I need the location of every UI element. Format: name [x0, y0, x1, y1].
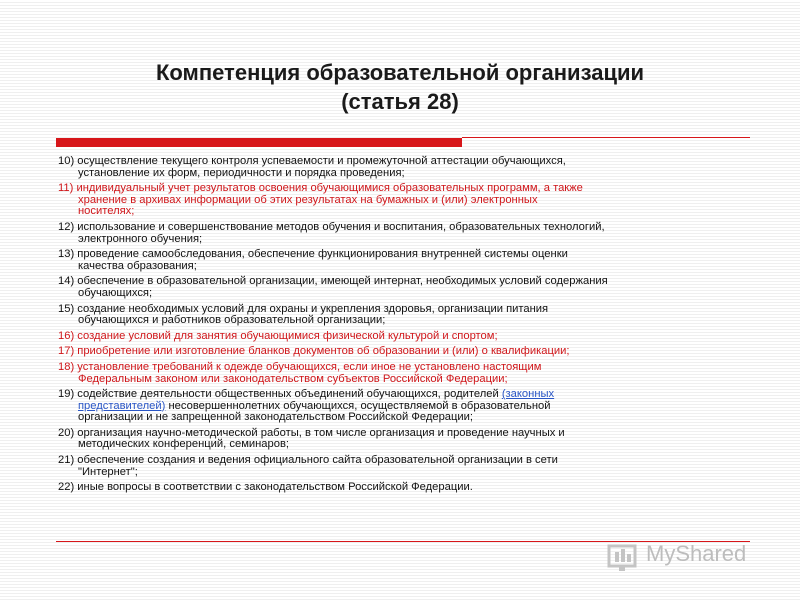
- item-text: несовершеннолетних обучающихся, осуществляемой в образовательной: [165, 399, 551, 412]
- item-line: установление их форм, периодичности и порядка проведения;: [78, 166, 405, 179]
- slide-title: [60, 58, 740, 116]
- item-line: 20) организация научно-методической работы, в том числе организация и проведение научных и: [58, 426, 565, 439]
- list-item-21: [58, 455, 748, 478]
- list-item-17: [58, 346, 748, 358]
- accent-bar: [56, 138, 462, 147]
- item-line: обучающихся и работников образовательной организации;: [78, 314, 386, 327]
- item-line: 16) создание условий для занятия обучающимися физической культурой и спортом;: [58, 329, 498, 342]
- list-item-13: [58, 249, 748, 272]
- item-line: 10) осуществление текущего контроля успеваемости и промежуточной аттестации обучающихся,: [58, 155, 566, 167]
- item-line: хранение в архивах информации об этих результатах на бумажных и (или) электронных: [78, 193, 538, 206]
- list-item-19: [58, 389, 748, 424]
- title-line-1: Компетенция образовательной организации: [155, 60, 645, 85]
- item-line: носителях;: [78, 205, 135, 218]
- item-line: 12) использование и совершенствование методов обучения и воспитания, образовательных технологий,: [58, 220, 605, 233]
- list-item-12: [58, 222, 748, 245]
- item-line: методических конференций, семинаров;: [78, 438, 290, 451]
- accent-line-top: [462, 137, 750, 138]
- item-line: 15) создание необходимых условий для охраны и укрепления здоровья, организации питания: [58, 302, 549, 315]
- item-line: качества образования;: [78, 259, 197, 272]
- legal-representatives-link-cont[interactable]: представителей): [78, 399, 166, 412]
- list-item-11: [58, 183, 748, 218]
- item-text: 19) содействие деятельности общественных объединений обучающихся, родителей: [58, 388, 502, 401]
- item-line: 14) обеспечение в образовательной организации, имеющей интернат, необходимых условий содержания: [58, 275, 608, 288]
- item-line: Федеральным законом или законодательством субъектов Российской Федерации;: [78, 372, 508, 385]
- item-line: обучающихся;: [78, 286, 153, 299]
- item-line: "Интернет";: [78, 465, 138, 478]
- item-line: 13) проведение самообследования, обеспечение функционирования внутренней системы оценки: [58, 248, 568, 261]
- watermark-text: MyShared: [646, 541, 747, 566]
- title-line-2: (статья 28): [341, 89, 459, 114]
- myshared-logo-icon: [606, 540, 642, 572]
- item-line: 22) иные вопросы в соответствии с законодательством Российской Федерации.: [58, 481, 473, 494]
- list-item-20: [58, 428, 748, 451]
- list-item-16: [58, 331, 748, 343]
- list-item-10: [58, 156, 748, 179]
- item-line: электронного обучения;: [78, 232, 203, 245]
- list-item-18: [58, 362, 748, 385]
- list-item-14: [58, 276, 748, 299]
- competence-list: [58, 156, 748, 498]
- list-item-22: [58, 482, 748, 494]
- item-line: 17) приобретение или изготовление бланков документов об образовании и (или) о квалификации;: [58, 345, 570, 358]
- item-line: организации и не запрещенной законодательством Российской Федерации;: [78, 411, 474, 424]
- item-line: 11) индивидуальный учет результатов освоения обучающимися образовательных программ, а также: [58, 182, 583, 195]
- item-line: 18) установление требований к одежде обучающихся, если иное не установлено настоящим: [58, 360, 542, 373]
- legal-representatives-link[interactable]: (законных: [501, 388, 555, 401]
- item-line: 21) обеспечение создания и ведения официального сайта образовательной организации в сети: [58, 454, 558, 467]
- watermark: [606, 538, 766, 572]
- list-item-15: [58, 304, 748, 327]
